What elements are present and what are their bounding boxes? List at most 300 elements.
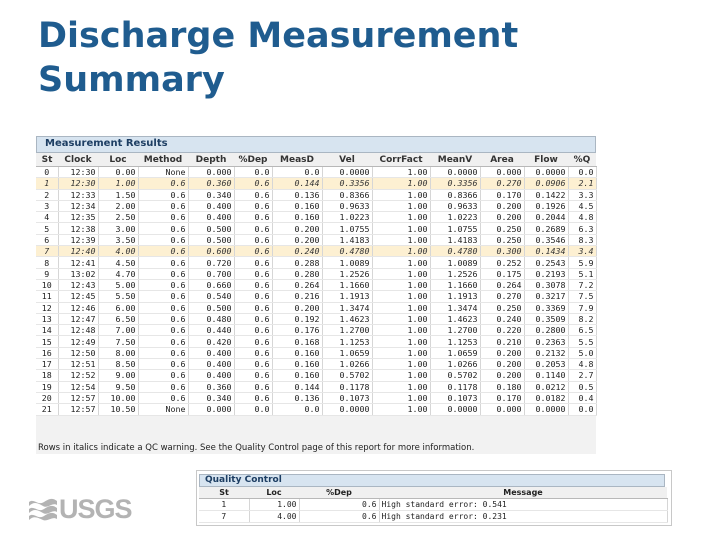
- table-cell: 14: [36, 325, 58, 336]
- table-cell: 0.360: [188, 178, 234, 189]
- table-cell: 0.5702: [322, 370, 372, 381]
- table-cell: 0.700: [188, 268, 234, 279]
- table-cell: 1.00: [372, 302, 430, 313]
- table-cell: 7.5: [568, 291, 596, 302]
- table-cell: 1.4183: [322, 234, 372, 245]
- table-cell: 1.1660: [322, 279, 372, 290]
- table-cell: 1: [36, 178, 58, 189]
- table-row: [36, 370, 596, 381]
- table-cell: 12:54: [58, 381, 98, 392]
- table-row: [36, 302, 596, 313]
- table-cell: 0.480: [188, 313, 234, 324]
- table-cell: 1.2700: [322, 325, 372, 336]
- table-cell: 7.00: [98, 325, 138, 336]
- table-cell: 0.1073: [322, 392, 372, 403]
- table-cell: 1.00: [372, 246, 430, 257]
- table-cell: 1.00: [372, 336, 430, 347]
- table-cell: 17: [36, 359, 58, 370]
- table-cell: 0.6: [138, 189, 188, 200]
- table-cell: 0.6: [234, 392, 272, 403]
- table-cell: 0.340: [188, 392, 234, 403]
- table-row: [36, 223, 596, 234]
- column-header: %Dep: [234, 153, 272, 167]
- table-row: [36, 268, 596, 279]
- table-cell: 0.250: [480, 302, 524, 313]
- table-cell: 0.1073: [430, 392, 480, 403]
- quality-control-title: Quality Control: [205, 475, 282, 485]
- table-row: [36, 212, 596, 223]
- table-cell: 0.6: [234, 302, 272, 313]
- table-cell: 0.6: [234, 268, 272, 279]
- table-cell: 0.1926: [524, 200, 568, 211]
- table-cell: 0.136: [272, 189, 322, 200]
- table-cell: 0.6: [138, 246, 188, 257]
- table-cell: 0.192: [272, 313, 322, 324]
- table-cell: 0.0: [234, 404, 272, 415]
- table-cell: 2.50: [98, 212, 138, 223]
- table-cell: 0.168: [272, 336, 322, 347]
- table-cell: 12:57: [58, 404, 98, 415]
- table-cell: 12:43: [58, 279, 98, 290]
- table-cell: 10: [36, 279, 58, 290]
- table-cell: 0.6: [299, 511, 379, 523]
- table-cell: 12:35: [58, 212, 98, 223]
- table-cell: 5.1: [568, 268, 596, 279]
- table-cell: 1.1913: [430, 291, 480, 302]
- table-cell: 0.400: [188, 359, 234, 370]
- table-cell: 12:45: [58, 291, 98, 302]
- table-cell: 8.50: [98, 359, 138, 370]
- table-cell: 5.00: [98, 279, 138, 290]
- table-cell: 0.2132: [524, 347, 568, 358]
- table-row: [36, 279, 596, 290]
- column-header: Clock: [58, 153, 98, 167]
- table-cell: 1.1913: [322, 291, 372, 302]
- table-cell: 1.00: [372, 200, 430, 211]
- table-cell: 1.00: [372, 279, 430, 290]
- table-cell: 10.50: [98, 404, 138, 415]
- table-cell: 2.7: [568, 370, 596, 381]
- table-cell: 0.0000: [322, 167, 372, 178]
- table-cell: 3: [36, 200, 58, 211]
- table-cell: 0.160: [272, 200, 322, 211]
- table-cell: 0.1422: [524, 189, 568, 200]
- table-cell: 0.2363: [524, 336, 568, 347]
- measurement-results-header-row: [36, 153, 596, 167]
- table-cell: 12:34: [58, 200, 98, 211]
- table-cell: 12:40: [58, 246, 98, 257]
- table-cell: 12:30: [58, 167, 98, 178]
- table-cell: 6.00: [98, 302, 138, 313]
- table-cell: 0.6: [138, 370, 188, 381]
- column-header: Area: [480, 153, 524, 167]
- column-header: St: [199, 487, 249, 499]
- table-cell: 0.660: [188, 279, 234, 290]
- table-cell: 0.200: [272, 223, 322, 234]
- table-cell: 0.250: [480, 234, 524, 245]
- table-row: [36, 257, 596, 268]
- table-cell: 0.3078: [524, 279, 568, 290]
- column-header: MeasD: [272, 153, 322, 167]
- table-cell: 6.50: [98, 313, 138, 324]
- table-cell: 4.50: [98, 257, 138, 268]
- table-cell: 21: [36, 404, 58, 415]
- table-cell: 12:38: [58, 223, 98, 234]
- table-cell: None: [138, 167, 188, 178]
- table-cell: 4.8: [568, 212, 596, 223]
- table-cell: 0.6: [234, 313, 272, 324]
- table-cell: 9: [36, 268, 58, 279]
- table-cell: 0.6: [138, 313, 188, 324]
- quality-control-header: [199, 474, 665, 487]
- table-cell: 1.50: [98, 189, 138, 200]
- table-cell: 0.6: [138, 279, 188, 290]
- table-cell: 0.400: [188, 200, 234, 211]
- page-title: [38, 14, 638, 102]
- table-cell: 1.2526: [430, 268, 480, 279]
- table-cell: 16: [36, 347, 58, 358]
- table-cell: 0.0: [568, 404, 596, 415]
- table-cell: 1.3474: [322, 302, 372, 313]
- table-cell: 1.00: [372, 291, 430, 302]
- table-cell: 0.216: [272, 291, 322, 302]
- table-cell: 0.0906: [524, 178, 568, 189]
- table-cell: 12:49: [58, 336, 98, 347]
- table-cell: 0.6: [234, 370, 272, 381]
- table-cell: 0.210: [480, 336, 524, 347]
- table-cell: 8.3: [568, 234, 596, 245]
- table-cell: 12:57: [58, 392, 98, 403]
- usgs-logo: [28, 496, 132, 522]
- table-cell: 1.00: [372, 370, 430, 381]
- table-cell: 1.0755: [430, 223, 480, 234]
- table-row: [36, 178, 596, 189]
- table-cell: 0.2193: [524, 268, 568, 279]
- table-cell: 0.144: [272, 178, 322, 189]
- table-cell: 0.0000: [524, 167, 568, 178]
- table-cell: 0.6: [234, 257, 272, 268]
- table-cell: 0.160: [272, 347, 322, 358]
- table-cell: 5.5: [568, 336, 596, 347]
- table-cell: 5: [36, 223, 58, 234]
- table-cell: 0.6: [138, 268, 188, 279]
- column-header: CorrFact: [372, 153, 430, 167]
- table-cell: 0.6: [138, 302, 188, 313]
- table-cell: 0.170: [480, 392, 524, 403]
- table-cell: 8.00: [98, 347, 138, 358]
- table-cell: 4.00: [249, 511, 299, 523]
- table-row: [36, 200, 596, 211]
- table-cell: 7.50: [98, 336, 138, 347]
- table-cell: 0.200: [480, 370, 524, 381]
- table-cell: 1.0223: [322, 212, 372, 223]
- table-cell: 0.6: [138, 223, 188, 234]
- table-cell: 0.0000: [430, 404, 480, 415]
- table-cell: 1.00: [372, 178, 430, 189]
- table-cell: 0.6: [234, 336, 272, 347]
- table-cell: 0.200: [272, 234, 322, 245]
- table-cell: 7: [36, 246, 58, 257]
- table-cell: 6.3: [568, 223, 596, 234]
- measurement-results-table: [36, 153, 597, 416]
- column-header: Flow: [524, 153, 568, 167]
- table-row: [36, 246, 596, 257]
- table-row: [36, 325, 596, 336]
- table-cell: 0.1434: [524, 246, 568, 257]
- table-cell: 0.6: [234, 223, 272, 234]
- table-cell: 0.0182: [524, 392, 568, 403]
- table-cell: 1.4623: [430, 313, 480, 324]
- table-cell: 1.0659: [322, 347, 372, 358]
- table-cell: 0.6: [234, 279, 272, 290]
- table-cell: 0.000: [480, 404, 524, 415]
- table-cell: 0.8366: [430, 189, 480, 200]
- column-header: Depth: [188, 153, 234, 167]
- table-cell: 13: [36, 313, 58, 324]
- column-header: Message: [379, 487, 667, 499]
- table-cell: 1.2700: [430, 325, 480, 336]
- table-cell: 0.340: [188, 189, 234, 200]
- table-cell: 0.6: [234, 325, 272, 336]
- table-cell: 11: [36, 291, 58, 302]
- table-row: [36, 313, 596, 324]
- table-cell: 0.6: [138, 325, 188, 336]
- table-cell: 1.0223: [430, 212, 480, 223]
- table-cell: 5.0: [568, 347, 596, 358]
- table-cell: 12:39: [58, 234, 98, 245]
- table-cell: 0.0212: [524, 381, 568, 392]
- table-cell: 0.6: [138, 178, 188, 189]
- usgs-wave-icon: [28, 496, 58, 522]
- table-cell: 0.4780: [430, 246, 480, 257]
- table-cell: 0.9633: [322, 200, 372, 211]
- table-cell: 5.50: [98, 291, 138, 302]
- table-cell: 5.9: [568, 257, 596, 268]
- table-cell: 0.136: [272, 392, 322, 403]
- table-cell: 0.6: [138, 392, 188, 403]
- qc-note: Rows in italics indicate a QC warning. See the Quality Control page of this report for more information.: [38, 443, 475, 453]
- table-cell: 1.0089: [322, 257, 372, 268]
- table-cell: 1.00: [372, 212, 430, 223]
- table-cell: 0.200: [480, 200, 524, 211]
- table-cell: 8.2: [568, 313, 596, 324]
- table-cell: 0.6: [138, 212, 188, 223]
- table-cell: 0.6: [138, 257, 188, 268]
- table-cell: 0.6: [138, 336, 188, 347]
- table-cell: High standard error: 0.541: [379, 499, 667, 511]
- table-cell: 0.8366: [322, 189, 372, 200]
- table-cell: 9.50: [98, 381, 138, 392]
- table-cell: 1.0755: [322, 223, 372, 234]
- table-cell: 0.540: [188, 291, 234, 302]
- table-cell: 0.440: [188, 325, 234, 336]
- column-header: Loc: [98, 153, 138, 167]
- table-cell: 0.160: [272, 212, 322, 223]
- table-cell: 0.0: [234, 167, 272, 178]
- table-cell: 8: [36, 257, 58, 268]
- table-cell: 3.50: [98, 234, 138, 245]
- table-cell: 0.4780: [322, 246, 372, 257]
- table-cell: 0.000: [480, 167, 524, 178]
- table-cell: 1.00: [372, 359, 430, 370]
- table-cell: 0.500: [188, 223, 234, 234]
- table-cell: 20: [36, 392, 58, 403]
- table-cell: 12:47: [58, 313, 98, 324]
- table-cell: 0.6: [234, 381, 272, 392]
- table-cell: 12:41: [58, 257, 98, 268]
- table-cell: 0.6: [234, 291, 272, 302]
- table-cell: 19: [36, 381, 58, 392]
- table-cell: 10.00: [98, 392, 138, 403]
- table-cell: 7: [199, 511, 249, 523]
- table-cell: 1.0089: [430, 257, 480, 268]
- table-cell: 0.6: [234, 200, 272, 211]
- quality-control-panel: [196, 470, 672, 526]
- table-cell: 4: [36, 212, 58, 223]
- table-cell: 0.264: [272, 279, 322, 290]
- table-cell: High standard error: 0.231: [379, 511, 667, 523]
- table-cell: 18: [36, 370, 58, 381]
- table-cell: 1.00: [372, 268, 430, 279]
- table-cell: 1.00: [372, 392, 430, 403]
- column-header: Vel: [322, 153, 372, 167]
- quality-control-table: [199, 487, 668, 523]
- table-cell: 1.00: [372, 189, 430, 200]
- table-cell: 3.00: [98, 223, 138, 234]
- table-cell: 0.144: [272, 381, 322, 392]
- table-cell: 12: [36, 302, 58, 313]
- table-cell: 3.3: [568, 189, 596, 200]
- table-cell: 12:30: [58, 178, 98, 189]
- table-cell: 1.00: [372, 404, 430, 415]
- table-cell: 0.2044: [524, 212, 568, 223]
- table-cell: 0.5702: [430, 370, 480, 381]
- table-cell: 0.160: [272, 359, 322, 370]
- table-cell: 0.2800: [524, 325, 568, 336]
- table-cell: 0.2689: [524, 223, 568, 234]
- table-cell: 0.0000: [524, 404, 568, 415]
- table-cell: 1.00: [98, 178, 138, 189]
- table-cell: 1.0659: [430, 347, 480, 358]
- measurement-results-panel: [36, 136, 596, 454]
- table-cell: 1.2526: [322, 268, 372, 279]
- table-cell: 0.160: [272, 370, 322, 381]
- table-cell: 0.270: [480, 291, 524, 302]
- table-cell: 2: [36, 189, 58, 200]
- table-cell: 0.6: [138, 234, 188, 245]
- table-cell: 0.6: [234, 212, 272, 223]
- table-cell: 6.5: [568, 325, 596, 336]
- table-cell: 0.00: [98, 167, 138, 178]
- table-cell: 1.00: [372, 234, 430, 245]
- table-cell: 0.2543: [524, 257, 568, 268]
- table-cell: 0.6: [138, 381, 188, 392]
- table-cell: 0.6: [234, 246, 272, 257]
- table-cell: 0.6: [138, 291, 188, 302]
- table-cell: 2.00: [98, 200, 138, 211]
- table-cell: 0.6: [234, 347, 272, 358]
- table-cell: 1.00: [372, 347, 430, 358]
- table-cell: 0.175: [480, 268, 524, 279]
- table-cell: 0.2053: [524, 359, 568, 370]
- table-cell: 0.252: [480, 257, 524, 268]
- table-cell: 0.3546: [524, 234, 568, 245]
- quality-control-header-row: [199, 487, 667, 499]
- table-cell: 4.5: [568, 200, 596, 211]
- measurement-results-header: [36, 136, 596, 153]
- table-cell: 0.170: [480, 189, 524, 200]
- table-cell: 0.1178: [430, 381, 480, 392]
- table-cell: 0.5: [568, 381, 596, 392]
- table-cell: 0.3356: [430, 178, 480, 189]
- table-cell: 0.6: [234, 234, 272, 245]
- table-row: [36, 347, 596, 358]
- column-header: %Dep: [299, 487, 379, 499]
- table-cell: 1.00: [249, 499, 299, 511]
- table-cell: 0.200: [272, 302, 322, 313]
- table-cell: 0.270: [480, 178, 524, 189]
- table-cell: 0.200: [480, 347, 524, 358]
- table-cell: 13:02: [58, 268, 98, 279]
- table-row: [199, 511, 667, 523]
- table-cell: 0.264: [480, 279, 524, 290]
- table-cell: 0.0: [272, 167, 322, 178]
- table-cell: 0.6: [234, 359, 272, 370]
- table-cell: 0.250: [480, 223, 524, 234]
- table-cell: 12:50: [58, 347, 98, 358]
- table-cell: 12:46: [58, 302, 98, 313]
- table-cell: 4.8: [568, 359, 596, 370]
- page-title-line-2: Summary: [38, 60, 225, 100]
- table-cell: 0.600: [188, 246, 234, 257]
- table-cell: 0: [36, 167, 58, 178]
- table-cell: 4.00: [98, 246, 138, 257]
- table-cell: 1.00: [372, 381, 430, 392]
- table-cell: 12:51: [58, 359, 98, 370]
- table-cell: 1.1253: [322, 336, 372, 347]
- table-cell: 1.00: [372, 167, 430, 178]
- table-cell: 0.3217: [524, 291, 568, 302]
- table-cell: 1: [199, 499, 249, 511]
- table-cell: 0.0000: [322, 404, 372, 415]
- table-cell: 0.220: [480, 325, 524, 336]
- table-row: [36, 381, 596, 392]
- table-cell: 6: [36, 234, 58, 245]
- table-cell: 0.180: [480, 381, 524, 392]
- table-cell: 1.00: [372, 223, 430, 234]
- table-cell: 1.1253: [430, 336, 480, 347]
- table-cell: 1.0266: [322, 359, 372, 370]
- table-cell: 0.300: [480, 246, 524, 257]
- table-cell: 3.4: [568, 246, 596, 257]
- column-header: Method: [138, 153, 188, 167]
- table-row: [36, 167, 596, 178]
- table-cell: 12:33: [58, 189, 98, 200]
- table-cell: 0.9633: [430, 200, 480, 211]
- table-cell: 9.00: [98, 370, 138, 381]
- table-cell: 0.280: [272, 268, 322, 279]
- table-cell: 0.500: [188, 234, 234, 245]
- table-cell: 0.000: [188, 404, 234, 415]
- table-cell: 0.400: [188, 212, 234, 223]
- table-cell: 0.3356: [322, 178, 372, 189]
- table-cell: 12:48: [58, 325, 98, 336]
- table-cell: 0.288: [272, 257, 322, 268]
- table-cell: 2.1: [568, 178, 596, 189]
- table-cell: 0.6: [138, 359, 188, 370]
- table-cell: 0.6: [234, 178, 272, 189]
- column-header: St: [36, 153, 58, 167]
